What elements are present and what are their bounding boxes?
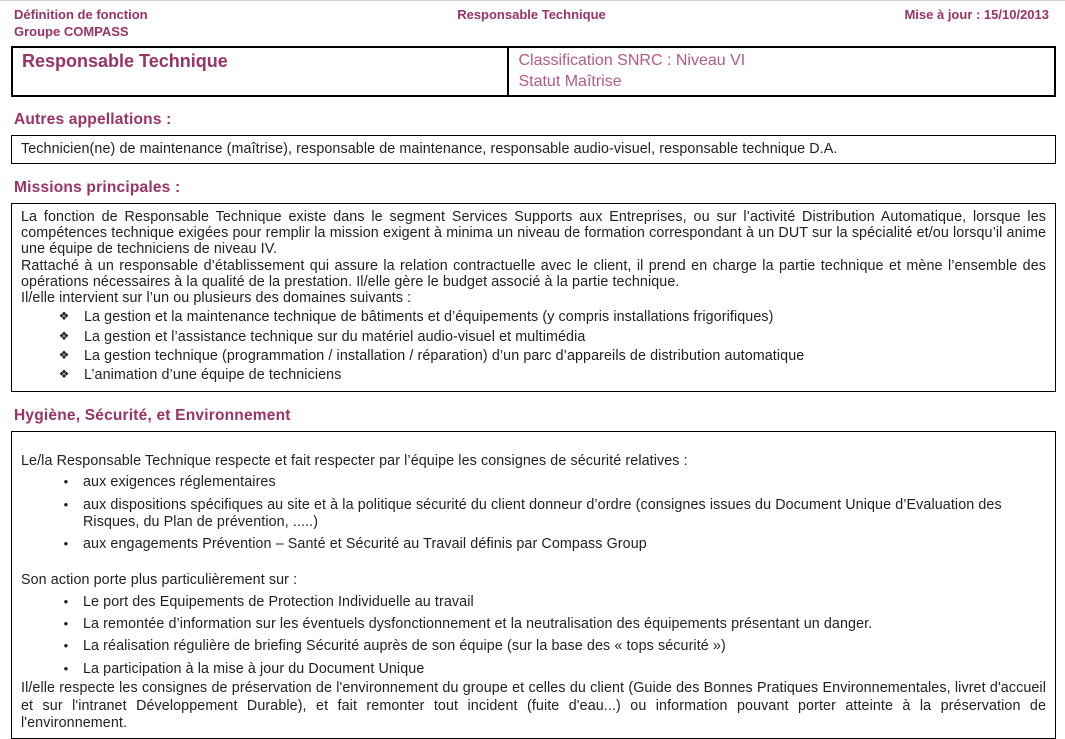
list-item-text: La gestion et l’assistance technique sur du matériel audio-visuel et multimédia xyxy=(84,328,586,345)
dot-bullet-icon: • xyxy=(63,536,69,552)
list-item-text: La remontée d’information sur les éventuels dysfonctionnement et la neutralisation des équipements présentant un danger. xyxy=(83,615,873,632)
hse-box xyxy=(11,431,1056,739)
hse-bullet-list-1 xyxy=(21,472,1046,556)
list-item xyxy=(21,365,1046,384)
section-heading-autres-appellations: Autres appellations : xyxy=(14,110,172,128)
missions-box xyxy=(11,203,1056,391)
header-update-date: Mise à jour : 15/10/2013 xyxy=(904,7,1049,22)
section-heading-missions: Missions principales : xyxy=(14,179,181,197)
list-item xyxy=(21,591,1046,613)
missions-paragraph-2: Rattaché à un responsable d’établissement qui assure la relation contractuelle avec le client, il prend en charge la partie technique et mène l’ensemble des opérations nécessaires à la qualité de la prestation. Il/elle gère le budget associé à la partie technique. xyxy=(21,257,1046,290)
document-header xyxy=(10,5,1057,46)
list-item xyxy=(21,494,1046,534)
diamond-bullet-icon: ❖ xyxy=(58,328,70,343)
dot-bullet-icon: • xyxy=(63,615,69,631)
spacer xyxy=(21,556,1046,572)
header-doc-type-line2: Groupe COMPASS xyxy=(14,23,129,39)
list-item-text: aux dispositions spécifiques au site et à la politique sécurité du client donneur d’ordre (consignes issues du Document Unique d’Evaluation des Risques, du Plan de prévention, .....) xyxy=(83,496,1002,530)
dot-bullet-icon: • xyxy=(63,638,69,654)
autres-appellations-text: Technicien(ne) de maintenance (maîtrise), responsable de maintenance, responsable audio-visuel, responsable technique D.A. xyxy=(21,140,838,157)
title-table xyxy=(11,46,1056,97)
missions-bullet-list xyxy=(21,308,1046,385)
hse-sub-intro: Son action porte plus particulièrement sur : xyxy=(21,571,298,588)
list-item xyxy=(21,308,1046,327)
list-item xyxy=(21,636,1046,658)
hse-bullet-list-2 xyxy=(21,591,1046,680)
diamond-bullet-icon: ❖ xyxy=(58,347,70,362)
dot-bullet-icon: • xyxy=(63,474,69,490)
list-item-text: L’animation d’une équipe de techniciens xyxy=(84,366,342,383)
diamond-bullet-icon: ❖ xyxy=(58,309,70,324)
diamond-bullet-icon: ❖ xyxy=(58,366,70,381)
list-item xyxy=(21,346,1046,365)
hse-outro: Il/elle respecte les consignes de préservation de l'environnement du groupe et celles du client (Guide des Bonnes Pratiques Environnementales, livret d'accueil et sur l'intranet Développement Durable), et fait remonter tout incident (fuite d'eau...) ou information pouvant porter atteinte à la préservation de l'environnement. xyxy=(21,680,1046,731)
statut-line: Statut Maîtrise xyxy=(518,73,622,91)
hse-intro: Le/la Responsable Technique respecte et fait respecter par l’équipe les consignes de sécurité relatives : xyxy=(21,452,688,469)
list-item xyxy=(21,658,1046,680)
list-item xyxy=(21,327,1046,346)
header-doc-type xyxy=(14,7,379,41)
header-center-title: Responsable Technique xyxy=(457,7,606,22)
job-title: Responsable Technique xyxy=(22,50,228,71)
list-item-text: aux exigences réglementaires xyxy=(83,474,276,491)
classification-line: Classification SNRC : Niveau VI xyxy=(518,51,746,69)
list-item xyxy=(21,613,1046,635)
list-item-text: aux engagements Prévention – Santé et Sécurité au Travail définis par Compass Group xyxy=(83,536,647,553)
list-item-text: La gestion et la maintenance technique de bâtiments et d’équipements (y compris installations frigorifiques) xyxy=(84,309,774,326)
list-item-text: La gestion technique (programmation / installation / réparation) d’un parc d’appareils de distribution automatique xyxy=(84,347,805,364)
section-heading-hse: Hygiène, Sécurité, et Environnement xyxy=(14,406,291,424)
spacer xyxy=(21,437,1046,453)
header-doc-type-line1: Définition de fonction xyxy=(14,7,148,22)
dot-bullet-icon: • xyxy=(63,660,69,676)
missions-paragraph-1: La fonction de Responsable Technique existe dans le segment Services Supports aux Entreprises, ou sur l’activité Distribution Automatique, lorsque les compétences technique exigées pour remplir la mission exigent à minima un niveau de formation correspondant à un DUT sur la spécialité et/ou lorsqu’il anime une équipe de techniciens de niveau IV. xyxy=(21,209,1046,258)
list-item-text: La réalisation régulière de briefing Sécurité auprès de son équipe (sur la base des « tops sécurité ») xyxy=(83,638,726,655)
list-item xyxy=(21,534,1046,556)
list-item xyxy=(21,472,1046,494)
missions-paragraph-3: Il/elle intervient sur l’un ou plusieurs des domaines suivants : xyxy=(21,289,412,306)
list-item-text: Le port des Equipements de Protection Individuelle au travail xyxy=(83,593,474,610)
classification-cell xyxy=(507,48,1054,95)
dot-bullet-icon: • xyxy=(63,593,69,609)
autres-appellations-box xyxy=(11,135,1056,164)
list-item-text: La participation à la mise à jour du Document Unique xyxy=(83,660,425,677)
dot-bullet-icon: • xyxy=(63,496,69,512)
